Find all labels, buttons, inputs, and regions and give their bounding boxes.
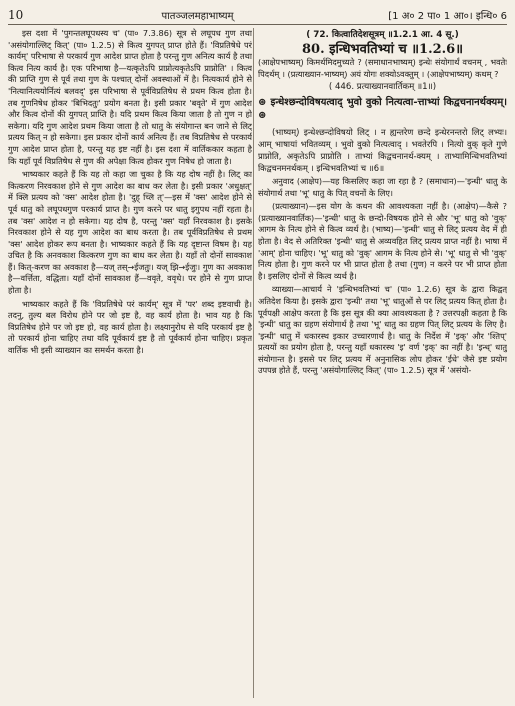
page-header [8, 6, 507, 25]
running-title: पातञ्जलमहाभाष्यम् [161, 11, 234, 22]
sutra-heading: 80. इन्धिभवतिभ्यां च ॥1.2.6॥ [301, 41, 464, 57]
column-divider [253, 28, 254, 698]
paragraph: भाष्यकार कहते हैं कि यह तो कहा जा चुका है कि यह दोष नहीं है। लिट् का कित्करण निरवकाश होने से गुण आदेश का बाध कर लेता है। इसी प्रकार 'अधुक्षत्' में क्लि प्रत्यय को 'क्स' आदेश होता है। 'दुह् च्लि त्'—इस में 'क्स' आदेश होने से पूर्व धातु को लघूपधगुण परकार्य प्राप्त है। गुण करने पर धातु इगुपध नहीं रहता है। तब 'क्स' आदेश न हो सकेगा। यह दोष है, परन्तु 'क्स' यहाँ निरवकाश है। इसके निरवकाश होने से यह गुण आदेश का बाध करता है। तब पूर्वविप्रतिषेध से प्रथम 'क्स' आदेश होकर रूप बनता है। भाष्यकार कहते हैं कि यह दृष्टान्त विषम है। यह उचित है कि अनवकाश कित्करण गुण का बाध कर लेता है। यहाँ तो दोनों सावकाश हैं। कित्-करण का अवकाश है—यज् तस्→ईजतुः। यज् झि→ईजुः। गुण का अवकाश है—वर्त्तिता, वद्धिता। यहाँ दोनों सावकाश हैं—ववृते, ववृधे। पर होने से गुण प्राप्त होता है। [8, 169, 252, 296]
left-column [8, 28, 252, 700]
bhashya-text: (भाष्यम्) इन्धेश्छन्दोविषयो लिट् । न ह्यन्तरेण छन्दे इन्धेरनन्तरो लिट् लभ्यः। आम् भाषायां भवितव्यम् । भुवो वुको नित्यत्वाद् । भवतेरपि । नित्यो वुक् कृते गुणे प्राप्नोति, अकृतेऽपि प्राप्नोति । ताभ्यां किद्वचनानर्थ-क्यम् । ताभ्यामिन्धिभवतिभ्यां किद्वचनमनर्थकम् । इन्धिभवतिभ्यां च ॥6॥ [258, 126, 507, 173]
paragraph-pratyakhyan: (प्रत्याख्यान)—इस योग के कथन की आवश्यकता नहीं है। (आक्षेप)—कैसे ? (प्रत्याख्यानवार्तिक)—'इन्धी' धातु के छन्दो-विषयक होने से और 'भू' धातु को 'वुक्' आगम के नित्य होने से कित्व व्यर्थ है। (भाष्य)—'इन्धी' धातु से लिट् प्रत्यय वेद में ही होता है। वेद से अतिरिक्त 'इन्धी' धातु से अव्यवहित लिट् प्रत्यय प्राप्त नहीं है। भाषा में 'आम्' होना चाहिए। 'भू' धातु को 'वुक्' आगम के नित्य होने से। 'भू' धातु से भी 'वुक्' नित्य होता है। गुण करने पर भी प्राप्त होता है तथा (गुण) न करने पर भी प्राप्त होता है। इसलिए दोनों से कित्व व्यर्थ है। [258, 201, 507, 281]
paragraph-anuvad: अनुवाद (आक्षेप)—यह किसलिए कहा जा रहा है ? (समाधान)—'इन्धी' धातु के संयोगार्थ तथा 'भू' धातु के पित् वचनों के लिए। [258, 175, 507, 198]
aakshepa-bhashya: (आक्षेपभाष्यम्) किमर्थमिदमुच्यते ? (समाधानभाष्यम्) इन्धेः संयोगार्थं वचनम् , भवतेः पिदर्थम् । (प्रत्याख्यान-भाष्यम्) अयं योगः शक्योऽवक्तुम् । (आक्षेपभाष्यम्) कथम् ? [258, 57, 507, 79]
sutra-source-reference: ( 72. कित्वातिदेशसूत्रम् ॥1.2.1 आ. 4 सू.) [306, 30, 459, 40]
right-column [258, 28, 507, 700]
page-number: 10 [8, 8, 24, 22]
paragraph: भाष्यकार कहते हैं कि 'विप्रतिषेधे परं कार्यम्' सूत्र में 'पर' शब्द इष्टवाची है। तदनु, तुल्य बल विरोध होने पर जो इष्ट है, वह कार्य होता है। भाव यह है कि विप्रतिषेध होने पर जो इष्ट हो, वह कार्य होता है। लक्ष्यानुरोध से यदि परकार्य इष्ट है तो परकार्य होना चाहिए तथा यदि पूर्वकार्य इष्ट है तो पूर्वकार्य होना चाहिए। प्रकृत वार्तिक भी इसी व्याख्यान का समर्थन करता है। [8, 298, 252, 356]
section-reference: [1 अ० 2 पा० 1 आ०। इन्धि० 6 [388, 11, 507, 22]
vartika-heading: ( 446. प्रत्याख्यानवार्तिकम् ॥1॥) [328, 82, 437, 93]
paragraph: इस दशा में 'पुगन्तलघूपधस्य च' (पा० 7.3.86) सूत्र से लघूपध गुण तथा 'असंयोगाल्लिट् कित्' (पा० 1.2.5) से कित्व युगपत् प्राप्त होते हैं। 'विप्रतिषेधे परं कार्यम्' परिभाषा से परकार्य गुण आदेश प्राप्त होता है परन्तु गुण अनित्य कार्य है तथा कित्व नित्य कार्य है। एक परिभाषा है—यत्कृतेऽपि प्राप्नोत्यकृतेऽपि प्राप्नोति' । कित्व की प्राप्ति गुण से पूर्व तथा गुण के पश्चात् दोनों अवस्थाओं में है। नित्यकार्य होने से 'नित्यानित्ययोर्नित्यं बलवद्' इस परिभाषा से पूर्वविप्रतिषेध से प्रथम कित्व होता है। तब गुणनिषेध होकर 'बिभिदतुः' प्रयोग बनता है। इसी प्रकार 'बवृते' में गुण आदेश और कित्व दोनों की युगपत् प्राप्ति है। यदि प्रथम कित्व किया जाता है तो गुण न हो सकेगा। यदि गुण आदेश प्रथम किया जाता है तो धातु के संयोगान्त बन जाने से लिट् प्रत्यय कित् न हो सकेगा। इस प्रकार दोनों कार्य अनित्य हैं। तब विप्रतिषेध से परकार्य गुण आदेश प्राप्त होता है, परन्तु यह इष्ट नहीं है। इस दशा में वार्तिककार कहता है कि यहाँ पूर्व विप्रतिषेध से गुण की अपेक्षा कित्व होकर गुण निषेध हो जाता है। [8, 28, 252, 166]
vartika-text: ⊛ इन्धेश्छन्दोविषयत्वाद् भुवो वुको नित्यत्वा-त्ताभ्यां किद्वचनानर्थक्यम्। ⊛ [258, 96, 507, 122]
paragraph-vyakhya: व्याख्या—आचार्य ने 'इन्धिभवतिभ्यां च' (पा० 1.2.6) सूत्र के द्वारा किद्वत् अतिदेश किया है। इसके द्वारा 'इन्धी' तथा 'भू' धातुओं से पर लिट् प्रत्यय कित् होता है। पूर्वपक्षी आक्षेप करता है कि इस सूत्र की क्या आवश्यकता है ? उत्तरपक्षी कहता है कि 'इन्धी' धातु का ग्रहण संयोगार्थ है तथा 'भू' धातु का ग्रहण पित् लिट् प्रत्यय के लिए है। 'इन्धी' धातु में धकारस्थ इकार उच्चारणार्थ है। धातु के निर्देश में 'इक्' और 'श्तिप्' प्रत्ययों का प्रयोग होता है, परन्तु यहाँ धकारस्थ 'इ' वर्ण 'इक्' का नहीं है। 'इन्ध्' धातु संयोगान्त है। इससे पर लिट् प्रत्यय में अनुनासिक लोप होकर 'ईधे' जैसे इष्ट प्रयोग उपपन्न होते हैं, परन्तु 'असंयोगाल्लिट् कित्' (पा० 1.2.5) सूत्र में 'असंयो- [258, 284, 507, 376]
